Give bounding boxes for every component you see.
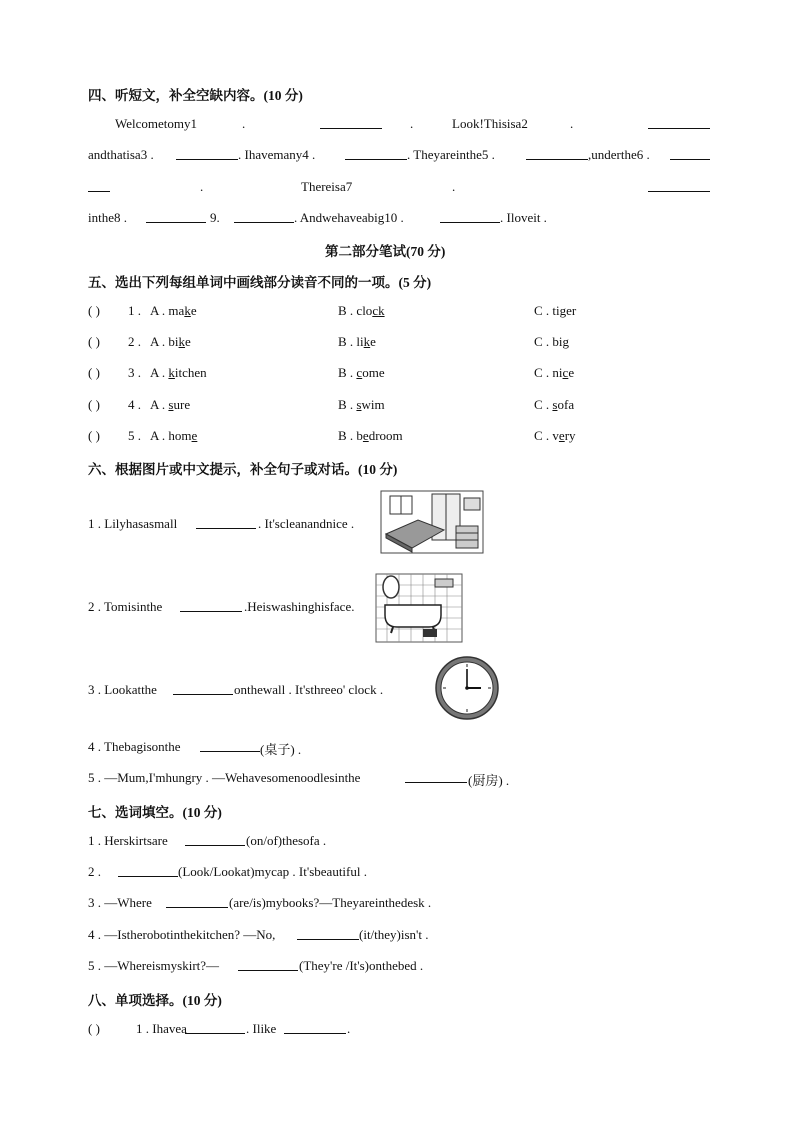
s4-line4-text: 9. [210, 210, 220, 225]
answer-blank-6[interactable] [670, 147, 710, 160]
s4-line4-text: inthe8 . [88, 210, 127, 225]
answer-blank-6-cont[interactable] [88, 179, 110, 192]
s4-line2-text: . Theyareinthe5 . [407, 147, 495, 162]
option-text: C . v [534, 428, 559, 443]
underlined-letters: s [168, 397, 174, 412]
option-c [534, 428, 576, 444]
s7-q1-text-after: (on/of)thesofa . [246, 833, 327, 848]
option-text: C . ti [534, 303, 560, 318]
s7-q2-blank[interactable] [118, 864, 178, 877]
underlined-letters: c [356, 365, 363, 380]
option-b [338, 334, 376, 350]
underlined-letters: s [356, 397, 362, 412]
option-text: ure [173, 397, 191, 412]
option-text: C . ni [534, 365, 563, 380]
s6-q4-blank[interactable] [200, 739, 260, 752]
option-c [534, 334, 569, 350]
option-text: e [568, 365, 575, 380]
s6-q3-text-after: onthewall . It'sthreeo' clock . [234, 682, 384, 697]
s4-line1-dot: . [410, 116, 414, 131]
s8-q1-blank-1[interactable] [185, 1021, 245, 1034]
option-text: A . hom [150, 428, 192, 443]
option-c [534, 303, 576, 319]
question-number: 3 . [128, 365, 141, 380]
answer-paren[interactable]: ( ) [88, 397, 100, 412]
s7-q3-text: 3 . —Where [88, 895, 152, 910]
option-text: e [190, 303, 197, 318]
s6-q2-text: 2 . Tomisinthe [88, 599, 163, 614]
option-a [150, 334, 191, 350]
option-text: e [185, 334, 191, 349]
option-text: ry [564, 428, 576, 443]
s6-q1-text-after: . It'scleanandnice . [258, 516, 355, 531]
s7-q3-blank[interactable] [166, 895, 228, 908]
underlined-letters: g [559, 303, 567, 318]
section-7-heading: 七、选词填空。(10 分) [88, 805, 222, 820]
option-text: C . [534, 397, 553, 412]
s6-q1-text: 1 . Lilyhasasmall [88, 516, 178, 531]
s7-q4-text-after: (it/they)isn't . [359, 927, 429, 942]
option-text: B . clo [338, 303, 373, 318]
s4-line1-dot: . [242, 116, 246, 131]
s4-line4-text: . Andwehaveabig10 . [294, 210, 404, 225]
answer-paren[interactable]: ( ) [88, 334, 100, 349]
option-a [150, 397, 190, 413]
option-text: e [370, 334, 376, 349]
option-a [150, 428, 197, 444]
s7-q2-text: 2 . [88, 864, 101, 879]
section-8-heading: 八、单项选择。(10 分) [88, 993, 222, 1008]
s8-q1-paren[interactable]: ( ) [88, 1021, 100, 1036]
s6-q5-blank[interactable] [405, 770, 467, 783]
option-text: ome [362, 365, 385, 380]
option-text: A . [150, 397, 169, 412]
s4-line2-text: andthatisa3 . [88, 147, 154, 162]
underlined-letters: k [168, 365, 175, 380]
answer-blank-2[interactable] [648, 116, 710, 129]
question-number: 1 . [128, 303, 141, 318]
s7-q2-text-after: (Look/Lookat)mycap . It'sbeautiful . [178, 864, 367, 879]
underlined-letters: c [562, 365, 569, 380]
option-b [338, 365, 385, 381]
option-a [150, 303, 197, 319]
bedroom-picture [380, 490, 484, 554]
answer-paren[interactable]: ( ) [88, 303, 100, 318]
underlined-letters: ck [372, 303, 385, 318]
clock-picture [434, 655, 500, 721]
answer-paren[interactable]: ( ) [88, 428, 100, 443]
s6-q5-text: 5 . —Mum,I'mhungry . —Wehavesomenoodlesinthe [88, 770, 361, 785]
answer-blank-10[interactable] [440, 210, 500, 223]
option-text: B . [338, 397, 357, 412]
underlined-letters: g [562, 334, 570, 349]
section-4-heading: 四、听短文，补全空缺内容。(10 分) [88, 88, 303, 103]
s7-q3-text-after: (are/is)mybooks?—Theyareinthedesk . [229, 895, 432, 910]
s7-q1-blank[interactable] [185, 833, 245, 846]
s4-line1-text: Welcometomy1 [115, 116, 197, 131]
question-number: 2 . [128, 334, 141, 349]
option-text: B . li [338, 334, 364, 349]
option-text: itchen [174, 365, 207, 380]
s4-line2-text: ,underthe6 . [588, 147, 650, 162]
option-text: C . bi [534, 334, 563, 349]
option-text: wim [361, 397, 385, 412]
answer-blank-1[interactable] [320, 116, 382, 129]
s6-q1-blank[interactable] [196, 516, 256, 529]
option-text: B . b [338, 428, 363, 443]
s6-q3-blank[interactable] [173, 682, 233, 695]
s6-q2-text-after: .Heiswashinghisface. [244, 599, 355, 614]
option-text: B . [338, 365, 357, 380]
option-b [338, 397, 385, 413]
underlined-letters: e [362, 428, 369, 443]
s4-line2-text: . Ihavemany4 . [238, 147, 316, 162]
bathroom-picture [375, 573, 463, 643]
answer-blank-9[interactable] [234, 210, 294, 223]
option-text: A . [150, 365, 169, 380]
s6-q4-text-after: (桌子) . [260, 742, 302, 757]
section-5-heading: 五、选出下列每组单词中画线部分读音不同的一项。(5 分) [88, 275, 432, 290]
answer-paren[interactable]: ( ) [88, 365, 100, 380]
s8-q1-text: 1 . Ihavea [136, 1021, 187, 1036]
option-c [534, 365, 574, 381]
s4-line1-text: Look!Thisisa2 [452, 116, 528, 131]
option-b [338, 303, 385, 319]
option-text: droom [368, 428, 403, 443]
s7-q4-text: 4 . —Istherobotinthekitchen? —No, [88, 927, 276, 942]
answer-blank-4[interactable] [345, 147, 407, 160]
answer-blank-5[interactable] [526, 147, 588, 160]
s6-q3-text: 3 . Lookatthe [88, 682, 157, 697]
s6-q5-text-after: (厨房) . [468, 773, 510, 788]
s7-q5-text: 5 . —Whereismyskirt?— [88, 958, 220, 973]
s6-q2-blank[interactable] [180, 599, 242, 612]
s4-line3-dot: . [452, 179, 456, 194]
part-2-title: 第二部分笔试(70 分) [325, 244, 446, 259]
underlined-letters: s [552, 397, 558, 412]
question-number: 5 . [128, 428, 141, 443]
underlined-letters: k [363, 334, 371, 349]
option-text: er [566, 303, 577, 318]
s8-q1-text-mid: . Ilike [246, 1021, 277, 1036]
underlined-letters: k [184, 303, 191, 318]
option-text: A . ma [150, 303, 185, 318]
option-text: ofa [557, 397, 575, 412]
s8-q1-text-end: . [347, 1021, 351, 1036]
answer-blank-8[interactable] [146, 210, 206, 223]
s8-q1-blank-2[interactable] [284, 1021, 346, 1034]
underlined-letters: e [558, 428, 565, 443]
option-b [338, 428, 403, 444]
s4-line4-text: . Iloveit . [500, 210, 547, 225]
option-a [150, 365, 207, 381]
answer-blank-7[interactable] [648, 179, 710, 192]
section-6-heading: 六、根据图片或中文提示，补全句子或对话。(10 分) [88, 462, 398, 477]
question-number: 4 . [128, 397, 141, 412]
s4-line3-text: Thereisa7 [301, 179, 353, 194]
s7-q5-text-after: (They're /It's)onthebed . [299, 958, 424, 973]
underlined-letters: k [178, 334, 186, 349]
s4-line1-dot: . [570, 116, 574, 131]
answer-blank-3[interactable] [176, 147, 238, 160]
option-c [534, 397, 574, 413]
s7-q4-blank[interactable] [297, 927, 359, 940]
option-text: A . bi [150, 334, 179, 349]
s4-line3-dot: . [200, 179, 204, 194]
underlined-letters: e [191, 428, 198, 443]
s6-q4-text: 4 . Thebagisonthe [88, 739, 181, 754]
s7-q5-blank[interactable] [238, 958, 298, 971]
s7-q1-text: 1 . Herskirtsare [88, 833, 168, 848]
